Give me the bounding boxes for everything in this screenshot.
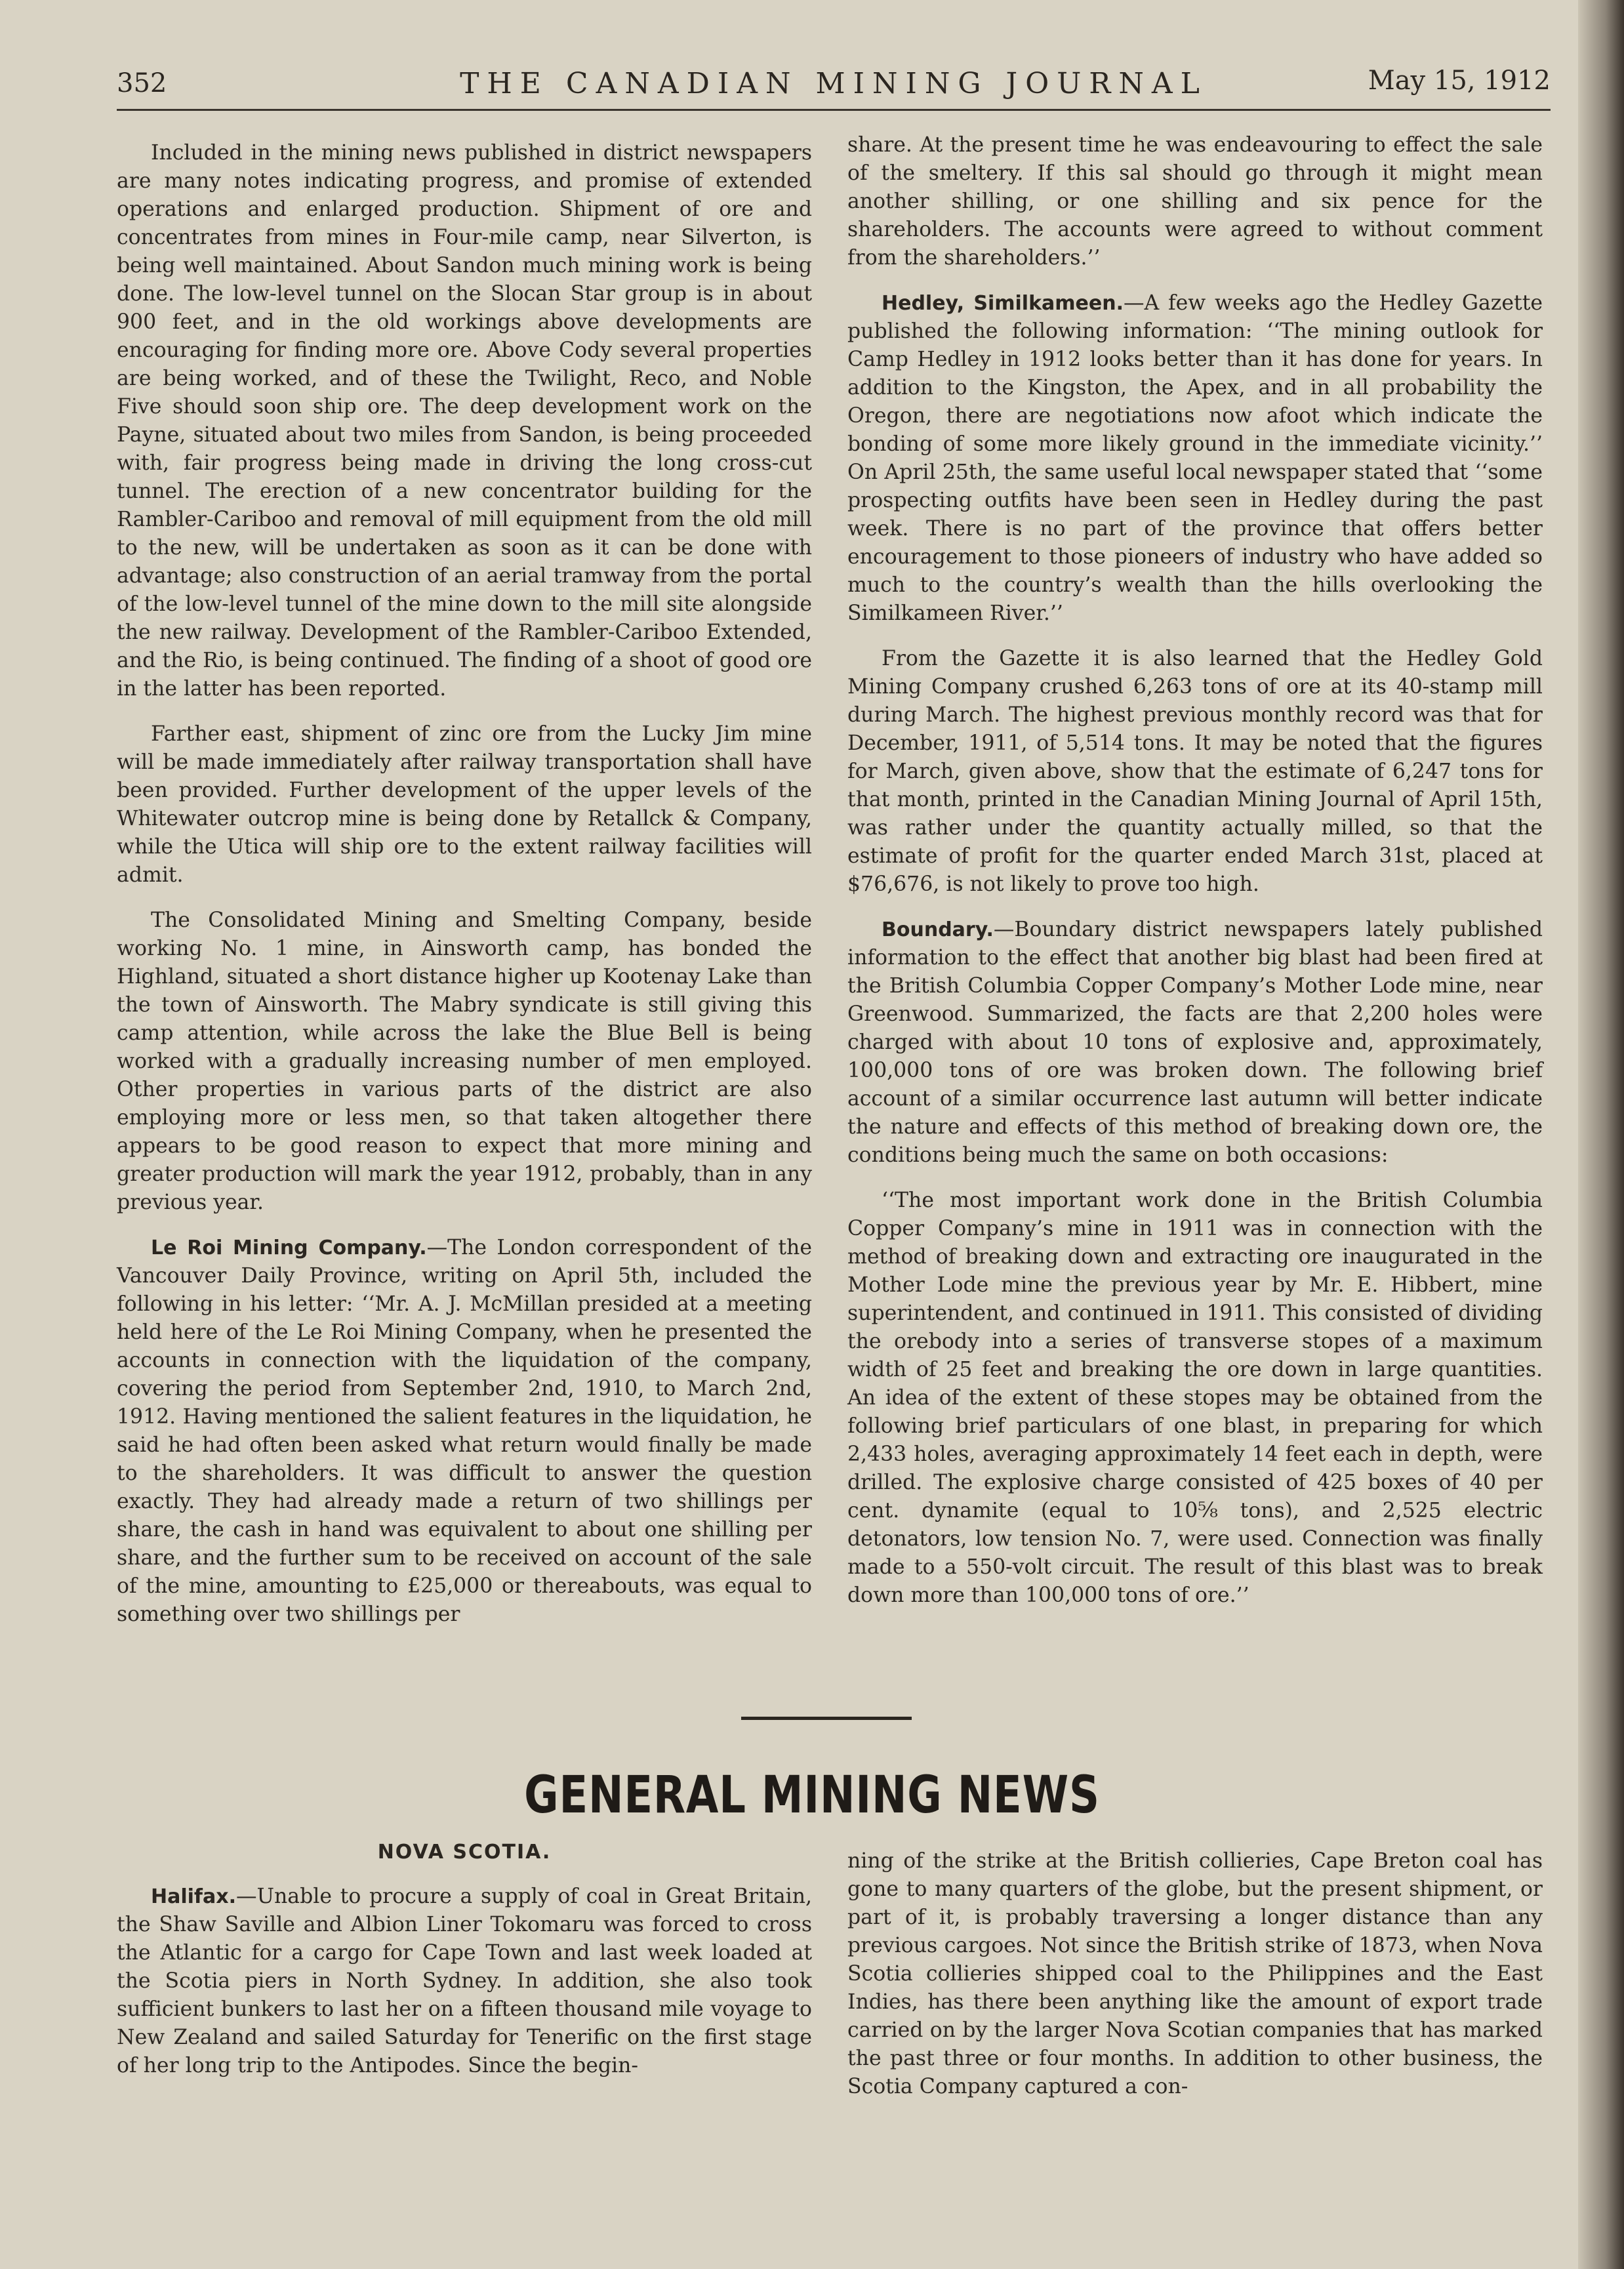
page-number: 352 (117, 68, 167, 98)
paragraph (117, 1883, 812, 2080)
province-heading: NOVA SCOTIA. (377, 1841, 552, 1864)
news-right-column (847, 1847, 1543, 2118)
page-binding-shadow (1578, 0, 1624, 2269)
journal-title: THE CANADIAN MINING JOURNAL (460, 67, 1208, 100)
paragraph-text: —The London correspondent of the Vancouver Daily Province, writing on April 5th, included the following in his letter: ‘‘Mr. A. J. McMillan presided at a meeting held here of the Le Roi Mining Company, when he presented the accounts in connection with the liquidation of the company, covering the period from September 2nd, 1910, to March 2nd, 1912. Having mentioned the salient features in the liquidation, he said he had often been asked what return would finally be made to the shareholders. It was difficult to answer the question exactly. They had already made a return of two shillings per share, the cash in hand was equivalent to about one shilling per share, and the further sum to be received on account of the sale of the mine, amounting to £25,000 or thereabouts, was equal to something over two shillings per (117, 1236, 812, 1626)
right-column (847, 131, 1543, 1627)
section-heading: Le Roi Mining Company. (151, 1237, 427, 1259)
paragraph: ‘‘The most important work done in the British Columbia Copper Company’s mine in 1911 was in connection with the method of breaking down and extracting ore inaugurated in the Mother Lode mine the previous year by Mr. E. Hibbert, mine superintendent, and continued in 1911. This consisted of dividing the orebody into a series of transverse stopes of a maximum width of 25 feet and breaking the ore down in large quantities. An idea of the extent of these stopes may be obtained from the following brief particulars of one blast, in preparing for which 2,433 holes, averaging approximately 14 feet each in depth, were drilled. The explosive charge consisted of 425 boxes of 40 per cent. dynamite (equal to 10⅝ tons), and 2,525 electric detonators, low tension No. 7, were used. Connection was finally made to a 550-volt circuit. The result of this blast was to break down more than 100,000 tons of ore.’’ (847, 1189, 1543, 1607)
section-heading: Halifax. (151, 1885, 236, 1908)
news-left-column (117, 1883, 812, 2097)
paragraph: From the Gazette it is also learned that the Hedley Gold Mining Company crushed 6,263 tons of ore at its 40-stamp mill during March. The highest previous monthly record was that for December, 1911, of 5,514 tons. It may be noted that the figures for March, given above, show that the estimate of 6,247 tons for that month, printed in the Canadian Mining Journal of April 15th, was rather under the quantity actually milled, so that the estimate of profit for the quarter ended March 31st, placed at $76,676, is not likely to prove too high. (847, 647, 1543, 896)
section-heading: Boundary. (882, 918, 994, 941)
paragraph-text: —A few weeks ago the Hedley Gazette published the following information: ‘‘The mining outlook for Camp Hedley in 1912 looks better than it has done for years. In addition to the Kingston, the Apex, and in all probability the Oregon, there are negotiations now afoot which indicate the bonding of some more likely ground in the immediate vicinity.’’ On April 25th, the same useful local newspaper stated that ‘‘some prospecting outfits have been seen in Hedley during the past week. There is no part of the province that offers better encouragement to those pioneers of industry who have added so much to the country’s wealth than the hills overlooking the Similkameen River.’’ (847, 291, 1543, 625)
section-title: GENERAL MINING NEWS (524, 1766, 1100, 1825)
paragraph: share. At the present time he was endeavouring to effect the sale of the smeltery. If this sal should go through it might mean another shilling, or one shilling and six pence for the shareholders. The accounts were agreed to without comment from the shareholders.’’ (847, 133, 1543, 270)
section-divider (741, 1717, 912, 1720)
paragraph: ning of the strike at the British collieries, Cape Breton coal has gone to many quarters of the globe, but the present shipment, or part of it, is probably traversing a longer distance than any previous cargoes. Not since the British strike of 1873, when Nova Scotia collieries shipped coal to the Philippines and the East Indies, has there been anything like the amount of export trade carried on by the larger Nova Scotian companies that has marked the past three or four months. In addition to other business, the Scotia Company captured a con- (847, 1849, 1543, 2098)
paragraph-text: —Unable to procure a supply of coal in Great Britain, the Shaw Saville and Albion Liner Tokomaru was forced to cross the Atlantic for a cargo for Cape Town and last week loaded at the Scotia piers in North Sydney. In addition, she also took sufficient bunkers to last her on a fifteen thousand mile voyage to New Zealand and sailed Saturday for Tenerific on the first stage of her long trip to the Antipodes. Since the begin- (117, 1885, 812, 2077)
issue-date: May 15, 1912 (1368, 66, 1551, 96)
paragraph (847, 289, 1543, 628)
page-header (117, 63, 1551, 111)
paragraph-text: —Boundary district newspapers lately published information to the effect that another big blast had been fired at the British Columbia Copper Company’s Mother Lode mine, near Greenwood. Summarized, the facts are that 2,200 holes were charged with about 10 tons of explosive and, approximately, 100,000 tons of ore was broken down. The following brief account of a similar occurrence last autumn will better indicate the nature and effects of this method of breaking down ore, the conditions being much the same on both occasions: (847, 918, 1543, 1167)
paragraph: The Consolidated Mining and Smelting Company, beside working No. 1 mine, in Ainsworth camp, has bonded the Highland, situated a short distance higher up Kootenay Lake than the town of Ainsworth. The Mabry syndicate is still giving this camp attention, while across the lake the Blue Bell is being worked with a gradually increasing number of men employed. Other properties in various parts of the district are also employing more or less men, so that taken altogether there appears to be good reason to expect that more mining and greater production will mark the year 1912, probably, than in any previous year. (117, 909, 812, 1214)
paragraph: Included in the mining news published in district newspapers are many notes indicating progress, and promise of extended operations and enlarged production. Shipment of ore and concentrates from mines in Four-mile camp, near Silverton, is being well maintained. About Sandon much mining work is being done. The low-level tunnel on the Slocan Star group is in about 900 feet, and in the old workings above developments are encouraging for finding more ore. Above Cody several properties are being worked, and of these the Twilight, Reco, and Noble Five should soon ship ore. The deep development work on the Payne, situated about two miles from Sandon, is being proceeded with, fair progress being made in driving the long cross-cut tunnel. The erection of a new concentrator building for the Rambler-Cariboo and removal of mill equipment from the old mill to the new, will be undertaken as soon as it can be done with advantage; also construction of an aerial tramway from the portal of the low-level tunnel of the mine down to the mill site alongside the new railway. Development of the Rambler-Cariboo Extended, and the Rio, is being continued. The finding of a shoot of good ore in the latter has been reported. (117, 141, 812, 701)
paragraph (117, 1234, 812, 1629)
left-column (117, 139, 812, 1646)
paragraph: Farther east, shipment of zinc ore from the Lucky Jim mine will be made immediately after railway transportation shall have been provided. Further development of the upper levels of the Whitewater outcrop mine is being done by Retallck & Company, while the Utica will ship ore to the extent railway facilities will admit. (117, 722, 812, 887)
section-heading: Hedley, Similkameen. (882, 292, 1124, 315)
paragraph (847, 916, 1543, 1170)
